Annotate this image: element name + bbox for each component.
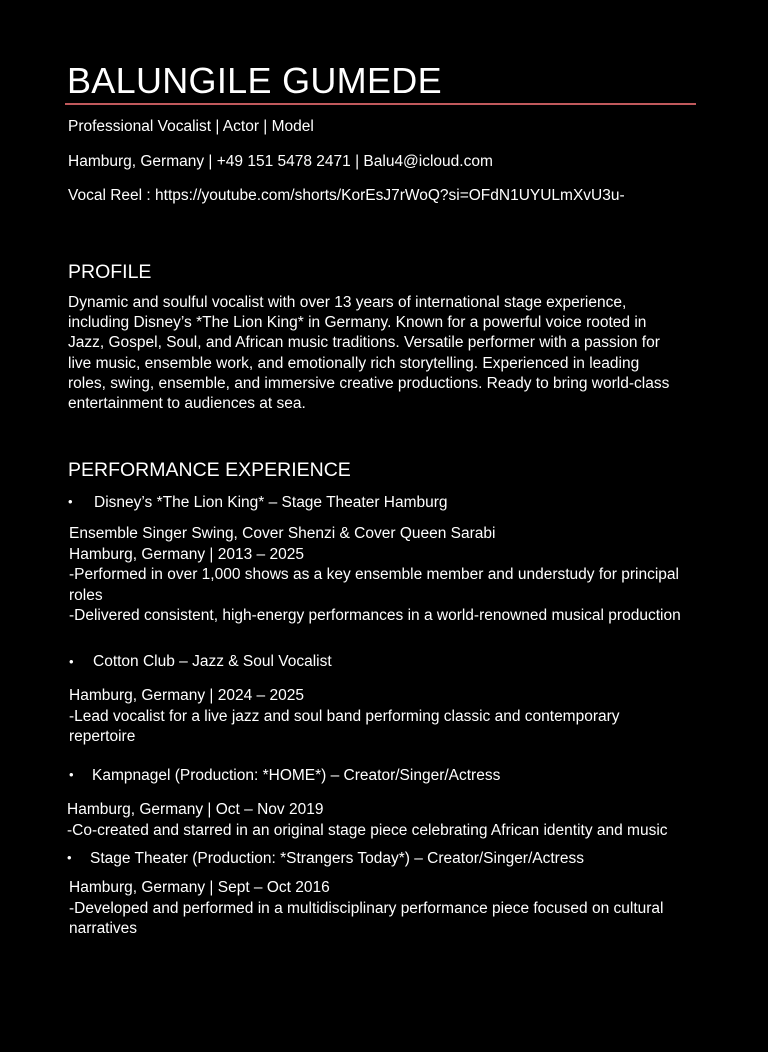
bullet-icon: • (68, 494, 73, 509)
profile-text: Dynamic and soulful vocalist with over 13 years of international stage experience, including Disney’s *The Lion King* in Germany. Known for a powerful voice rooted in Jazz, Gospel, Soul, and African music traditions. Versatile performer with a passion for live music, ensemble work, and emotionally rich storytelling. Experienced in leading roles, swing, ensemble, and immersive creative productions. Ready to bring world-class entertainment to audiences at sea. (68, 294, 670, 413)
experience-detail: -Developed and performed in a multidisciplinary performance piece focused on cultural narratives (69, 899, 664, 937)
experience-role: Ensemble Singer Swing, Cover Shenzi & Cover Queen Sarabi (69, 525, 496, 542)
experience-title-lion-king: Disney’s *The Lion King* – Stage Theater Hamburg (94, 494, 448, 511)
experience-place-date: Hamburg, Germany | 2013 – 2025 (69, 545, 304, 563)
experience-detail: -Co-created and starred in an original stage piece celebrating African identity and music (67, 821, 668, 839)
resume-name: BALUNGILE GUMEDE (67, 60, 442, 101)
experience-title-strangers-today: Stage Theater (Production: *Strangers Today*) – Creator/Singer/Actress (90, 850, 584, 867)
experience-detail: -Performed in over 1,000 shows as a key ensemble member and understudy for principal roles (69, 566, 679, 604)
bullet-icon: • (67, 850, 72, 865)
contact-info: Hamburg, Germany | +49 151 5478 2471 | Balu4@icloud.com (68, 153, 493, 170)
experience-detail: -Delivered consistent, high-energy performances in a world-renowned musical production (69, 607, 681, 624)
experience-item-strangers-today (69, 878, 699, 940)
experience-title-kampnagel: Kampnagel (Production: *HOME*) – Creator/Singer/Actress (92, 767, 501, 784)
experience-detail: -Lead vocalist for a live jazz and soul band performing classic and contemporary repertoire (69, 707, 620, 745)
title-divider (65, 103, 696, 105)
vocal-reel-link[interactable]: Vocal Reel : https://youtube.com/shorts/KorEsJ7rWoQ?si=OFdN1UYULmXvU3u- (68, 187, 625, 204)
experience-title-cotton-club: Cotton Club – Jazz & Soul Vocalist (93, 653, 332, 670)
experience-item-lion-king (69, 524, 689, 627)
experience-place-date: Hamburg, Germany | Sept – Oct 2016 (69, 879, 330, 896)
profile-heading: PROFILE (68, 261, 152, 283)
experience-item-cotton-club (69, 686, 689, 748)
bullet-icon: • (69, 654, 74, 669)
professional-titles: Professional Vocalist | Actor | Model (68, 118, 314, 135)
experience-place-date: Hamburg, Germany | Oct – Nov 2019 (67, 801, 324, 818)
experience-heading: PERFORMANCE EXPERIENCE (68, 459, 351, 481)
experience-item-kampnagel (67, 800, 707, 841)
experience-place-date: Hamburg, Germany | 2024 – 2025 (69, 687, 304, 704)
bullet-icon: • (69, 767, 74, 782)
